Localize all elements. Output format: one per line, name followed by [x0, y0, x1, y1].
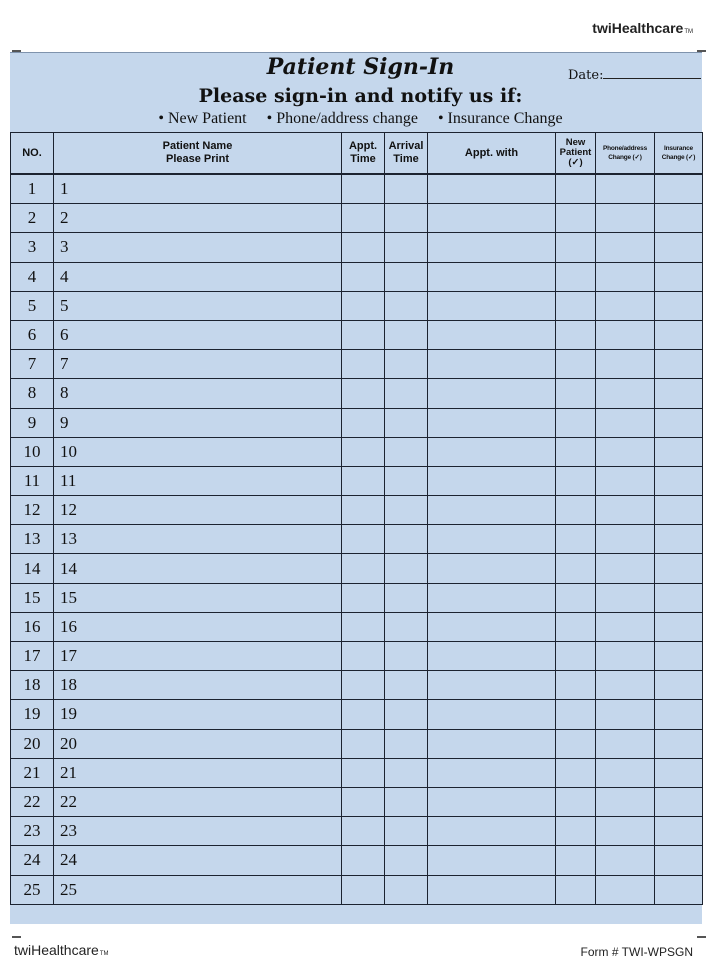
new-patient-check[interactable] — [556, 758, 596, 787]
brand-logo-bottom — [14, 942, 109, 958]
new-patient-check[interactable] — [556, 642, 596, 671]
new-patient-check[interactable] — [556, 787, 596, 816]
appt-time-cell[interactable] — [342, 700, 385, 729]
phone-change-check[interactable] — [596, 408, 655, 437]
phone-change-check[interactable] — [596, 700, 655, 729]
header-row — [11, 133, 703, 175]
condition-phone-address: • Phone/address change — [266, 110, 418, 127]
condition-insurance: • Insurance Change — [437, 110, 563, 127]
row-number: 6 — [11, 320, 54, 349]
appt-with-cell[interactable] — [428, 320, 556, 349]
row-number: 7 — [11, 350, 54, 379]
new-patient-check[interactable] — [556, 554, 596, 583]
insurance-change-check[interactable] — [655, 583, 703, 612]
table-row — [11, 204, 703, 233]
patient-name-cell[interactable]: 17 — [54, 642, 342, 671]
appt-with-cell[interactable] — [428, 525, 556, 554]
patient-name-cell[interactable]: 20 — [54, 729, 342, 758]
table-row — [11, 583, 703, 612]
appt-time-cell[interactable] — [342, 612, 385, 641]
insurance-change-check[interactable] — [655, 525, 703, 554]
insurance-change-check[interactable] — [655, 875, 703, 904]
patient-name-cell[interactable]: 4 — [54, 262, 342, 291]
phone-change-check[interactable] — [596, 525, 655, 554]
appt-with-cell[interactable] — [428, 583, 556, 612]
appt-with-cell[interactable] — [428, 204, 556, 233]
patient-name-cell[interactable]: 21 — [54, 758, 342, 787]
row-number: 8 — [11, 379, 54, 408]
sign-in-rows — [11, 174, 703, 904]
patient-name-cell[interactable]: 16 — [54, 612, 342, 641]
insurance-change-check[interactable] — [655, 758, 703, 787]
arrival-time-cell[interactable] — [385, 408, 428, 437]
phone-change-check[interactable] — [596, 583, 655, 612]
col-header-arrival-time: Arrival Time — [385, 133, 428, 175]
col-header-appt-with: Appt. with — [428, 133, 556, 175]
notify-conditions — [0, 110, 721, 128]
phone-change-check[interactable] — [596, 758, 655, 787]
col-header-new-patient: New Patient (✓) — [556, 133, 596, 175]
insurance-change-check[interactable] — [655, 787, 703, 816]
new-patient-check[interactable] — [556, 496, 596, 525]
appt-with-cell[interactable] — [428, 729, 556, 758]
appt-time-cell[interactable] — [342, 437, 385, 466]
appt-time-cell[interactable] — [342, 204, 385, 233]
arrival-time-cell[interactable] — [385, 437, 428, 466]
arrival-time-cell[interactable] — [385, 291, 428, 320]
new-patient-check[interactable] — [556, 204, 596, 233]
row-number: 2 — [11, 204, 54, 233]
patient-name-cell[interactable]: 18 — [54, 671, 342, 700]
arrival-time-cell[interactable] — [385, 262, 428, 291]
arrival-time-cell[interactable] — [385, 554, 428, 583]
insurance-change-check[interactable] — [655, 320, 703, 349]
appt-with-cell[interactable] — [428, 174, 556, 204]
row-number: 15 — [11, 583, 54, 612]
table-row — [11, 700, 703, 729]
appt-with-cell[interactable] — [428, 846, 556, 875]
row-number: 5 — [11, 291, 54, 320]
sign-in-table — [10, 132, 703, 905]
appt-time-cell[interactable] — [342, 787, 385, 816]
phone-change-check[interactable] — [596, 466, 655, 495]
row-number: 14 — [11, 554, 54, 583]
table-row — [11, 350, 703, 379]
phone-change-check[interactable] — [596, 350, 655, 379]
appt-time-cell[interactable] — [342, 379, 385, 408]
new-patient-check[interactable] — [556, 817, 596, 846]
insurance-change-check[interactable] — [655, 408, 703, 437]
insurance-change-check[interactable] — [655, 437, 703, 466]
insurance-change-check[interactable] — [655, 291, 703, 320]
phone-change-check[interactable] — [596, 875, 655, 904]
form-number: Form # TWI-WPSGN — [580, 945, 693, 959]
appt-time-cell[interactable] — [342, 846, 385, 875]
patient-name-cell[interactable]: 10 — [54, 437, 342, 466]
arrival-time-cell[interactable] — [385, 846, 428, 875]
form-subtitle: Please sign-in and notify us if: — [198, 85, 523, 107]
new-patient-check[interactable] — [556, 846, 596, 875]
arrival-time-cell[interactable] — [385, 729, 428, 758]
appt-with-cell[interactable] — [428, 379, 556, 408]
appt-time-cell[interactable] — [342, 320, 385, 349]
arrival-time-cell[interactable] — [385, 350, 428, 379]
trademark: TM — [684, 29, 693, 35]
new-patient-check[interactable] — [556, 350, 596, 379]
table-row — [11, 671, 703, 700]
phone-change-check[interactable] — [596, 233, 655, 262]
appt-with-cell[interactable] — [428, 671, 556, 700]
insurance-change-check[interactable] — [655, 554, 703, 583]
insurance-change-check[interactable] — [655, 612, 703, 641]
appt-with-cell[interactable] — [428, 350, 556, 379]
row-number: 25 — [11, 875, 54, 904]
appt-time-cell[interactable] — [342, 729, 385, 758]
row-number: 13 — [11, 525, 54, 554]
phone-change-check[interactable] — [596, 671, 655, 700]
insurance-change-check[interactable] — [655, 846, 703, 875]
arrival-time-cell[interactable] — [385, 496, 428, 525]
phone-change-check[interactable] — [596, 204, 655, 233]
new-patient-check[interactable] — [556, 700, 596, 729]
appt-time-cell[interactable] — [342, 233, 385, 262]
table-row — [11, 846, 703, 875]
insurance-change-check[interactable] — [655, 817, 703, 846]
row-number: 19 — [11, 700, 54, 729]
form-title: Patient Sign-In — [266, 54, 455, 80]
new-patient-check[interactable] — [556, 408, 596, 437]
table-row — [11, 525, 703, 554]
new-patient-check[interactable] — [556, 320, 596, 349]
patient-name-cell[interactable]: 15 — [54, 583, 342, 612]
new-patient-check[interactable] — [556, 466, 596, 495]
arrival-time-cell[interactable] — [385, 174, 428, 204]
col-header-no: NO. — [11, 133, 54, 175]
arrival-time-cell[interactable] — [385, 320, 428, 349]
brand-name: twiHealthcare — [14, 942, 99, 958]
new-patient-check[interactable] — [556, 525, 596, 554]
row-number: 3 — [11, 233, 54, 262]
date-label: Date: — [568, 68, 604, 83]
new-patient-check[interactable] — [556, 233, 596, 262]
appt-with-cell[interactable] — [428, 612, 556, 641]
arrival-time-cell[interactable] — [385, 233, 428, 262]
arrival-time-cell[interactable] — [385, 758, 428, 787]
patient-name-cell[interactable]: 14 — [54, 554, 342, 583]
arrival-time-cell[interactable] — [385, 817, 428, 846]
phone-change-check[interactable] — [596, 320, 655, 349]
patient-name-cell[interactable]: 7 — [54, 350, 342, 379]
col-header-patient-name: Patient Name Please Print — [54, 133, 342, 175]
col-header-phone-change: Phone/address Change (✓) — [596, 133, 655, 175]
new-patient-check[interactable] — [556, 612, 596, 641]
insurance-change-check[interactable] — [655, 204, 703, 233]
arrival-time-cell[interactable] — [385, 700, 428, 729]
appt-with-cell[interactable] — [428, 496, 556, 525]
appt-with-cell[interactable] — [428, 700, 556, 729]
patient-name-cell[interactable]: 3 — [54, 233, 342, 262]
condition-new-patient: • New Patient — [158, 110, 247, 127]
appt-with-cell[interactable] — [428, 554, 556, 583]
phone-change-check[interactable] — [596, 291, 655, 320]
phone-change-check[interactable] — [596, 496, 655, 525]
row-number: 11 — [11, 466, 54, 495]
row-number: 9 — [11, 408, 54, 437]
new-patient-check[interactable] — [556, 379, 596, 408]
appt-with-cell[interactable] — [428, 262, 556, 291]
appt-with-cell[interactable] — [428, 466, 556, 495]
appt-time-cell[interactable] — [342, 583, 385, 612]
phone-change-check[interactable] — [596, 174, 655, 204]
patient-name-cell[interactable]: 12 — [54, 496, 342, 525]
arrival-time-cell[interactable] — [385, 787, 428, 816]
date-field[interactable] — [603, 78, 701, 79]
row-number: 24 — [11, 846, 54, 875]
row-number: 17 — [11, 642, 54, 671]
table-row — [11, 379, 703, 408]
appt-time-cell[interactable] — [342, 525, 385, 554]
phone-change-check[interactable] — [596, 612, 655, 641]
patient-name-cell[interactable]: 2 — [54, 204, 342, 233]
patient-name-cell[interactable]: 23 — [54, 817, 342, 846]
new-patient-check[interactable] — [556, 291, 596, 320]
new-patient-check[interactable] — [556, 671, 596, 700]
table-row — [11, 408, 703, 437]
patient-name-cell[interactable]: 9 — [54, 408, 342, 437]
appt-time-cell[interactable] — [342, 408, 385, 437]
patient-name-cell[interactable]: 19 — [54, 700, 342, 729]
table-row — [11, 174, 703, 204]
appt-time-cell[interactable] — [342, 350, 385, 379]
patient-name-cell[interactable]: 13 — [54, 525, 342, 554]
table-row — [11, 466, 703, 495]
table-row — [11, 291, 703, 320]
table-row — [11, 729, 703, 758]
patient-name-cell[interactable]: 24 — [54, 846, 342, 875]
row-number: 12 — [11, 496, 54, 525]
insurance-change-check[interactable] — [655, 174, 703, 204]
arrival-time-cell[interactable] — [385, 525, 428, 554]
patient-name-cell[interactable]: 22 — [54, 787, 342, 816]
new-patient-check[interactable] — [556, 729, 596, 758]
arrival-time-cell[interactable] — [385, 583, 428, 612]
appt-with-cell[interactable] — [428, 758, 556, 787]
patient-name-cell[interactable]: 1 — [54, 174, 342, 204]
corner-mark — [697, 936, 706, 938]
new-patient-check[interactable] — [556, 437, 596, 466]
arrival-time-cell[interactable] — [385, 204, 428, 233]
appt-with-cell[interactable] — [428, 437, 556, 466]
col-header-insurance-change: Insurance Change (✓) — [655, 133, 703, 175]
phone-change-check[interactable] — [596, 787, 655, 816]
col-header-appt-time: Appt. Time — [342, 133, 385, 175]
phone-change-check[interactable] — [596, 437, 655, 466]
insurance-change-check[interactable] — [655, 671, 703, 700]
row-number: 20 — [11, 729, 54, 758]
table-row — [11, 233, 703, 262]
new-patient-check[interactable] — [556, 174, 596, 204]
table-row — [11, 262, 703, 291]
row-number: 4 — [11, 262, 54, 291]
phone-change-check[interactable] — [596, 846, 655, 875]
new-patient-check[interactable] — [556, 875, 596, 904]
insurance-change-check[interactable] — [655, 379, 703, 408]
arrival-time-cell[interactable] — [385, 642, 428, 671]
phone-change-check[interactable] — [596, 554, 655, 583]
insurance-change-check[interactable] — [655, 729, 703, 758]
patient-name-cell[interactable]: 11 — [54, 466, 342, 495]
arrival-time-cell[interactable] — [385, 612, 428, 641]
insurance-change-check[interactable] — [655, 642, 703, 671]
row-number: 18 — [11, 671, 54, 700]
new-patient-check[interactable] — [556, 583, 596, 612]
appt-time-cell[interactable] — [342, 496, 385, 525]
arrival-time-cell[interactable] — [385, 379, 428, 408]
appt-time-cell[interactable] — [342, 262, 385, 291]
appt-time-cell[interactable] — [342, 466, 385, 495]
table-row — [11, 642, 703, 671]
appt-with-cell[interactable] — [428, 233, 556, 262]
appt-time-cell[interactable] — [342, 291, 385, 320]
phone-change-check[interactable] — [596, 262, 655, 291]
patient-name-cell[interactable]: 5 — [54, 291, 342, 320]
insurance-change-check[interactable] — [655, 496, 703, 525]
appt-time-cell[interactable] — [342, 174, 385, 204]
arrival-time-cell[interactable] — [385, 671, 428, 700]
appt-with-cell[interactable] — [428, 291, 556, 320]
insurance-change-check[interactable] — [655, 233, 703, 262]
phone-change-check[interactable] — [596, 642, 655, 671]
appt-time-cell[interactable] — [342, 642, 385, 671]
table-row — [11, 320, 703, 349]
arrival-time-cell[interactable] — [385, 466, 428, 495]
row-number: 23 — [11, 817, 54, 846]
appt-with-cell[interactable] — [428, 408, 556, 437]
appt-time-cell[interactable] — [342, 817, 385, 846]
new-patient-check[interactable] — [556, 262, 596, 291]
insurance-change-check[interactable] — [655, 350, 703, 379]
brand-name: twiHealthcare — [592, 20, 684, 36]
appt-time-cell[interactable] — [342, 758, 385, 787]
patient-name-cell[interactable]: 25 — [54, 875, 342, 904]
phone-change-check[interactable] — [596, 817, 655, 846]
table-row — [11, 817, 703, 846]
appt-with-cell[interactable] — [428, 787, 556, 816]
table-row — [11, 758, 703, 787]
table-row — [11, 437, 703, 466]
table-row — [11, 787, 703, 816]
patient-name-cell[interactable]: 8 — [54, 379, 342, 408]
corner-mark — [697, 50, 706, 52]
appt-with-cell[interactable] — [428, 875, 556, 904]
phone-change-check[interactable] — [596, 379, 655, 408]
appt-time-cell[interactable] — [342, 875, 385, 904]
table-row — [11, 554, 703, 583]
appt-with-cell[interactable] — [428, 642, 556, 671]
table-row — [11, 496, 703, 525]
brand-logo-top — [592, 20, 693, 36]
row-number: 10 — [11, 437, 54, 466]
patient-name-cell[interactable]: 6 — [54, 320, 342, 349]
appt-with-cell[interactable] — [428, 817, 556, 846]
corner-mark — [12, 50, 21, 52]
row-number: 16 — [11, 612, 54, 641]
insurance-change-check[interactable] — [655, 262, 703, 291]
row-number: 21 — [11, 758, 54, 787]
row-number: 1 — [11, 174, 54, 204]
row-number: 22 — [11, 787, 54, 816]
arrival-time-cell[interactable] — [385, 875, 428, 904]
phone-change-check[interactable] — [596, 729, 655, 758]
table-row — [11, 875, 703, 904]
insurance-change-check[interactable] — [655, 700, 703, 729]
insurance-change-check[interactable] — [655, 466, 703, 495]
trademark: TM — [99, 951, 109, 957]
appt-time-cell[interactable] — [342, 671, 385, 700]
appt-time-cell[interactable] — [342, 554, 385, 583]
table-row — [11, 612, 703, 641]
corner-mark — [12, 936, 21, 938]
